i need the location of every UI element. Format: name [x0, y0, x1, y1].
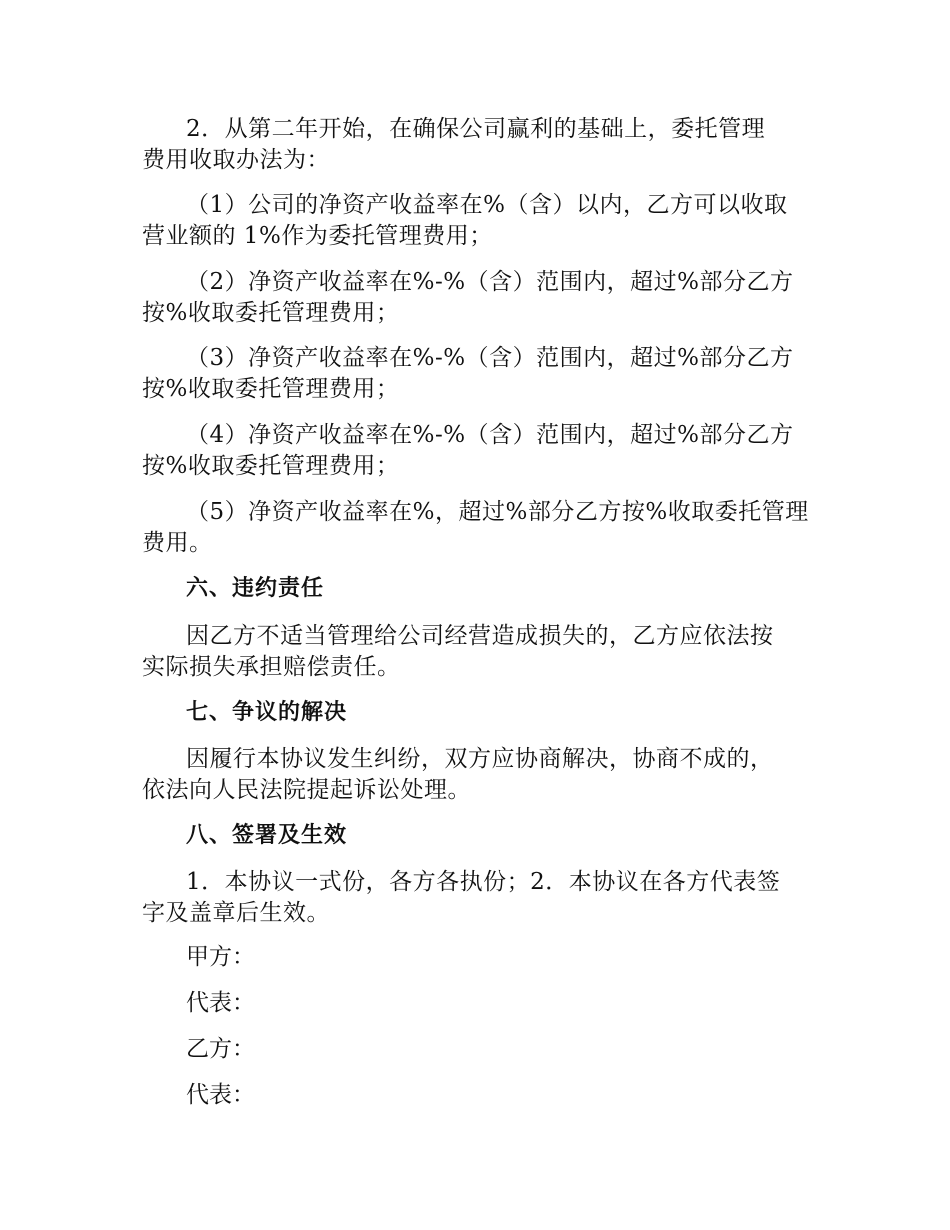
section-8-paragraph — [142, 867, 810, 929]
section-8-heading: 八、签署及生效 — [186, 823, 348, 848]
section-6-line-2: 实际损失承担赔偿责任。 — [142, 654, 401, 680]
item-2-line-2: 按%收取委托管理费用； — [142, 300, 400, 326]
party-b-label: 乙方： — [186, 1036, 255, 1062]
item-3-line-1: （3）净资产收益率在%-%（含）范围内，超过%部分乙方 — [186, 345, 794, 371]
item-5-paragraph — [142, 497, 810, 559]
section-7-line-2: 依法向人民法院提起诉讼处理。 — [142, 777, 471, 803]
item-1-line-1: （1）公司的净资产收益率在%（含）以内，乙方可以收取 — [186, 192, 788, 218]
party-a-label: 甲方： — [186, 944, 255, 970]
section-7-paragraph — [142, 744, 810, 806]
item-5-line-1: （5）净资产收益率在%，超过%部分乙方按%收取委托管理 — [186, 499, 809, 525]
section-7-heading: 七、争议的解决 — [186, 700, 348, 725]
item-2-line-1: （2）净资产收益率在%-%（含）范围内，超过%部分乙方 — [186, 269, 794, 295]
clause-2-line-2: 费用收取办法为： — [142, 147, 330, 173]
section-7-line-1: 因履行本协议发生纠纷，双方应协商解决，协商不成的， — [186, 746, 774, 772]
item-4-line-2: 按%收取委托管理费用； — [142, 453, 400, 479]
section-8-line-2: 字及盖章后生效。 — [142, 900, 330, 926]
section-6-paragraph — [142, 621, 810, 683]
clause-2-paragraph — [142, 114, 810, 176]
item-4-paragraph — [142, 420, 810, 482]
item-5-line-2: 费用。 — [142, 530, 213, 556]
item-4-line-1: （4）净资产收益率在%-%（含）范围内，超过%部分乙方 — [186, 422, 794, 448]
item-1-line-2: 营业额的 1%作为委托管理费用； — [142, 223, 493, 249]
section-6-heading: 六、违约责任 — [186, 576, 325, 601]
clause-2-line-1: 2．从第二年开始，在确保公司赢利的基础上，委托管理 — [186, 116, 766, 142]
item-2-paragraph — [142, 267, 810, 329]
item-3-line-2: 按%收取委托管理费用； — [142, 376, 400, 402]
representative-a-label: 代表： — [186, 990, 255, 1016]
section-6-line-1: 因乙方不适当管理给公司经营造成损失的，乙方应依法按 — [186, 623, 774, 649]
item-3-paragraph — [142, 343, 810, 405]
item-1-paragraph — [142, 190, 810, 252]
representative-b-label: 代表： — [186, 1082, 255, 1108]
section-8-line-1: 1．本协议一式份，各方各执份；2．本协议在各方代表签 — [186, 869, 781, 895]
